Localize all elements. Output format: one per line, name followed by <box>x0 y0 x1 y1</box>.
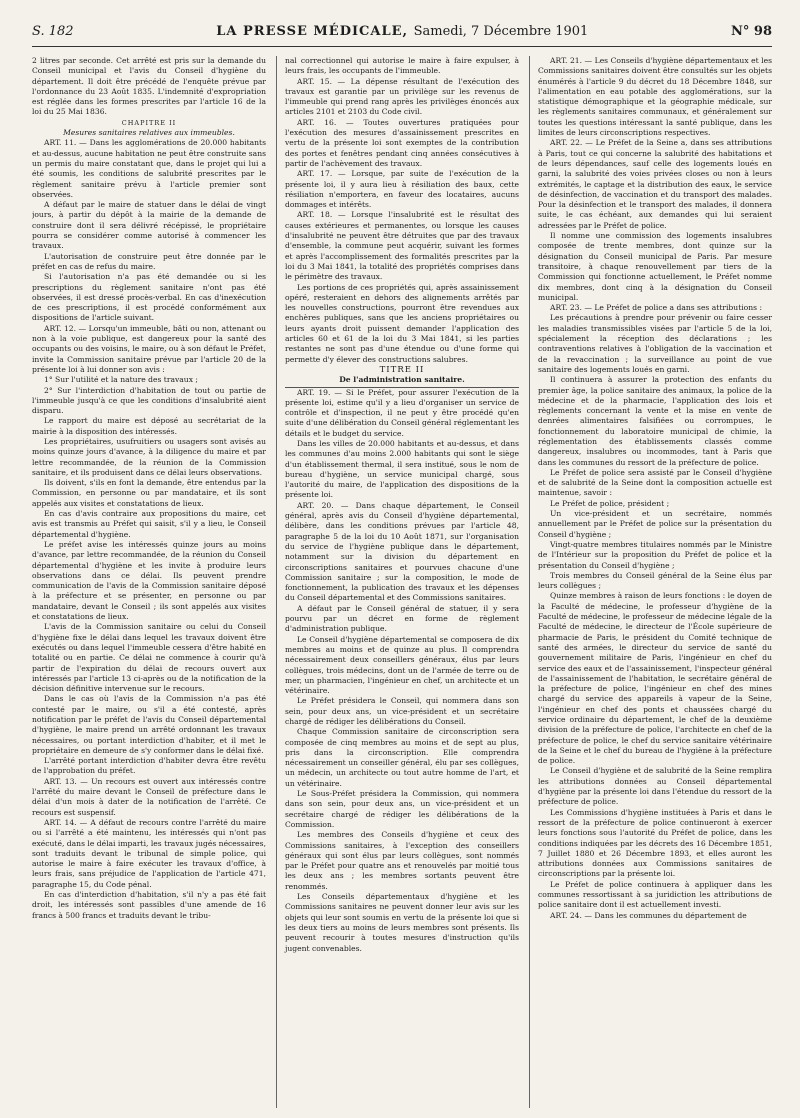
paragraph: ART. 12. — Lorsqu'un immeuble, bâti ou non, attenant ou non à la voie publique, est dangereux pour la santé des occupants ou des voisins, le maire, ou à son défaut le Préfet, invite la Commission sanitaire prévue par l'article 20 de la présente loi à lui donner son avis : <box>32 323 266 374</box>
page-header <box>32 24 772 47</box>
paragraph: Le préfet avise les intéressés quinze jours au moins d'avance, par lettre recommandée, de la réunion du Conseil départemental d'hygiène et les invite à produire leurs observations dans ce délai. Ils peuvent prendre communication de l'avis de la Commission sanitaire déposé à la préfecture et se présenter, en personne ou par mandataire, devant le Conseil ; ils sont appelés aux visites et constatations de lieux. <box>32 539 266 622</box>
title-subheading: De l'administration sanitaire. <box>285 375 519 387</box>
paragraph: Ils doivent, s'ils en font la demande, être entendus par la Commission, en personne ou par mandataire, et ils sont appelés aux visites et constatations de lieux. <box>32 478 266 508</box>
chapter-title: Mesures sanitaires relatives aux immeubles. <box>63 128 235 138</box>
paragraph: Le Conseil d'hygiène départemental se composera de dix membres au moins et de quinze au plus. Il comprendra nécessairement deux conseillers généraux, élus par leurs collègues, trois médecins, dont un de l'armée de terre ou de mer, un pharmacien, l'ingénieur en chef, un architecte et un vétérinaire. <box>285 634 519 696</box>
paragraph: Chaque Commission sanitaire de circonscription sera composée de cinq membres au moins et de sept au plus, pris dans la circonscription. Elle comprendra nécessairement un conseiller général, élu par ses collègues, un médecin, un architecte ou tout autre homme de l'art, et un vétérinaire. <box>285 727 519 788</box>
paragraph: Le Conseil d'hygiène et de salubrité de la Seine remplira les attributions données au Conseil départemental d'hygiène par la présente loi dans l'étendue du ressort de la préfecture de police. <box>538 766 772 807</box>
paragraph: ART. 18. — Lorsque l'insalubrité est le résultat des causes extérieures et permanentes, ou lorsque les causes d'insalubrité ne peuvent être détruites que par des travaux d'ensemble, la commune peut acquérir, suivant les formes et après l'accomplissement des formalités prescrites par la loi du 3 Mai 1841, la totalité des propriétés comprises dans le périmètre des travaux. <box>285 210 519 282</box>
paragraph: Il nomme une commission des logements insalubres composée de trente membres, dont quinze sur la désignation du Conseil municipal de Paris. Par mesure transitoire, à chaque renouvellement par tiers de la Commission qui fonctionne actuellement, le Préfet nomme dix membres, dont cinq à la désignation du Conseil municipal. <box>538 231 772 302</box>
paragraph: Le Préfet de police continuera à appliquer dans les communes ressortissant à sa juridiction les attributions de police sanitaire dont il est actuellement investi. <box>538 879 772 910</box>
paragraph: ART. 21. — Les Conseils d'hygiène départementaux et les Commissions sanitaires doivent être consultés sur les objets énumérés à l'article 9 du décret du 18 Décembre 1848, sur l'alimentation en eau potable des agglomérations, sur la statistique démographique et la géographie médicale, sur les règlements sanitaires communaux, et généralement sur toutes les questions intéressant la santé publique, dans les limites de leurs circonscriptions respectives. <box>538 56 772 138</box>
title-heading: TITRE II <box>379 364 425 375</box>
paragraph: ART. 14. — A défaut de recours contre l'arrêté du maire ou si l'arrêté a été maintenu, les intéressés qui n'ont pas exécuté, dans le délai imparti, les travaux jugés nécessaires, sont traduits devant le tribunal de simple police, qui autorise le maire à faire exécuter les travaux d'office, à leurs frais, sans préjudice de l'application de l'article 471, paragraphe 15, du Code pénal. <box>32 817 266 889</box>
paragraph: L'arrêté portant interdiction d'habiter devra être revêtu de l'approbation du préfet. <box>32 756 266 776</box>
issue-number: N° 98 <box>730 24 772 39</box>
paragraph: L'avis de la Commission sanitaire ou celui du Conseil d'hygiène fixe le délai dans lequel les travaux doivent être exécutés ou dans lequel l'immeuble cessera d'être habité en totalité ou en partie. Ce délai ne commence à courir qu'à partir de l'expiration du délai de recours ouvert aux intéressés par l'article 13 ci-après ou de la notification de la décision définitive intervenue sur le recours. <box>32 622 266 694</box>
chapter-heading: CHAPITRE II <box>121 118 177 127</box>
paragraph: Un vice-président et un secrétaire, nommés annuellement par le Préfet de police sur la présentation du Conseil d'hygiène ; <box>538 509 772 539</box>
issue-date: Samedi, 7 Décembre 1901 <box>413 24 589 39</box>
paragraph: ART. 17. — Lorsque, par suite de l'exécution de la présente loi, il y aura lieu à résiliation des baux, cette résiliation n'emportera, en faveur des locataires, aucuns dommages et intérêts. <box>285 169 519 210</box>
article-columns <box>32 56 772 1108</box>
journal-title-line <box>216 24 588 39</box>
paragraph: ART. 23. — Le Préfet de police a dans ses attributions : <box>550 303 763 313</box>
paragraph: ART. 11. — Dans les agglomérations de 20.000 habitants et au-dessus, aucune habitation ne peut être construite sans un permis du maire constatant que, dans le projet qui lui a été soumis, les conditions de salubrité prescrites par le règlement sanitaire prévu à l'article premier sont observées. <box>32 138 266 199</box>
paragraph: ART. 13. — Un recours est ouvert aux intéressés contre l'arrêté du maire devant le Conseil de préfecture dans le délai d'un mois à dater de la notification de l'arrêté. Ce recours est suspensif. <box>32 776 266 817</box>
paragraph: En cas d'interdiction d'habitation, s'il n'y a pas été fait droit, les intéressés sont passibles d'une amende de 16 francs à 500 francs et traduits devant le tribu- <box>32 890 266 920</box>
paragraph: 2° Sur l'interdiction d'habitation de tout ou partie de l'immeuble jusqu'à ce que les conditions d'insalubrité aient disparu. <box>32 385 266 416</box>
paragraph: Quinze membres à raison de leurs fonctions : le doyen de la Faculté de médecine, le professeur d'hygiène de la Faculté de médecine, le professeur de médecine légale de la Faculté de médecine, le directeur de l'École supérieure de pharmacie de Paris, le président du Comité technique de santé des armées, le directeur du service de santé du gouvernement militaire de Paris, l'ingénieur en chef du service des eaux et de l'assainissement, l'inspecteur général de l'assainissement de l'habitation, le secrétaire général de la préfecture de police, l'ingénieur en chef des mines chargé du service des appareils à vapeur de la Seine, l'ingénieur en chef des ponts et chaussées chargé du service ordinaire du département, le chef de la deuxième division de la préfecture de police, l'architecte en chef de la préfecture de police, le chef du service sanitaire vétérinaire de la Seine et le chef du bureau de l'hygiène à la préfecture de police. <box>538 591 772 766</box>
paragraph: Vingt-quatre membres titulaires nommés par le Ministre de l'Intérieur sur la proposition du Préfet de police et la présentation du Conseil d'hygiène ; <box>538 539 772 570</box>
paragraph: ART. 20. — Dans chaque département, le Conseil général, après avis du Conseil d'hygiène départemental, délibère, dans les conditions prévues par l'article 48, paragraphe 5 de la loi du 10 Août 1871, sur l'organisation du service de l'hygiène publique dans le département, notamment sur la division du département en circonscriptions sanitaires et pourvues chacune d'une Commission sanitaire ; sur la composition, le mode de fonctionnement, la publication des travaux et les dépenses du Conseil départemental et des Commissions sanitaires. <box>285 500 519 603</box>
paragraph: Le Sous-Préfet présidera la Commission, qui nommera dans son sein, pour deux ans, un vice-président et un secrétaire chargé de rédiger les délibérations de la Commission. <box>285 789 519 829</box>
paragraph: Les portions de ces propriétés qui, après assainissement opéré, resteraient en dehors des alignements arrêtés par les nouvelles constructions, pourront être revendues aux enchères publiques, sans que les anciens propriétaires ou leurs ayants droit puissent demander l'application des articles 60 et 61 de la loi du 3 Mai 1841, si les parties restantes ne sont pas d'une étendue ou d'une forme qui permette d'y élever des constructions salubres. <box>285 282 519 364</box>
paragraph: 1° Sur l'utilité et la nature des travaux ; <box>44 375 198 385</box>
paragraph: Les Commissions d'hygiène instituées à Paris et dans le ressort de la préfecture de police continueront à exercer leurs fonctions sous l'autorité du Préfet de police, dans les conditions indiquées par les décrets des 16 Décembre 1851, 7 Juillet 1880 et 26 Décembre 1893, et elles auront les attributions données aux Commissions sanitaires de circonscriptions par la présente loi. <box>538 807 772 879</box>
paragraph: Les précautions à prendre pour prévenir ou faire cesser les maladies transmissibles visées par l'article 5 de la loi, spécialement la réception des déclarations ; les contraventions relatives à l'obligation de la vaccination et de la revaccination ; la surveillance au point de vue sanitaire des logements loués en garni. <box>538 313 772 374</box>
paragraph: En cas d'avis contraire aux propositions du maire, cet avis est transmis au Préfet qui saisit, s'il y a lieu, le Conseil départemental d'hygiène. <box>32 509 266 539</box>
paragraph: 2 litres par seconde. Cet arrêté est pris sur la demande du Conseil municipal et l'avis du Conseil d'hygiène du département. Il doit être précédé de l'enquête prévue par l'ordonnance du 23 Août 1835. L'indemnité d'expropriation est réglée dans les formes prescrites par l'article 16 de la loi du 25 Mai 1836. <box>32 56 266 117</box>
paragraph: Si l'autorisation n'a pas été demandée ou si les prescriptions du règlement sanitaire n'ont pas été observées, il est dressé procès-verbal. En cas d'inexécution de ces prescriptions, il est procédé conformément aux dispositions de l'article suivant. <box>32 272 266 323</box>
paragraph: nal correctionnel qui autorise le maire à faire expulser, à leurs frais, les occupants de l'immeuble. <box>285 56 519 76</box>
paragraph: Trois membres du Conseil général de la Seine élus par leurs collègues ; <box>538 570 772 591</box>
paragraph: ART. 15. — La dépense résultant de l'exécution des travaux est garantie par un privilège sur les revenus de l'immeuble qui prend rang après les privilèges énoncés aux articles 2101 et 2103 du Code civil. <box>285 76 519 117</box>
paragraph: ART. 19. — Si le Préfet, pour assurer l'exécution de la présente loi, estime qu'il y a lieu d'organiser un service de contrôle et d'inspection, il ne peut y être procédé qu'en suite d'une délibération du Conseil général réglementant les détails et le budget du service. <box>285 387 519 438</box>
paragraph: ART. 24. — Dans les communes du département de <box>550 910 747 920</box>
paragraph: Dans le cas où l'avis de la Commission n'a pas été contesté par le maire, ou s'il a été contesté, après notification par le préfet de l'avis du Conseil départemental d'hygiène, le maire prend un arrêté ordonnant les travaux nécessaires, ou portant interdiction d'habiter, et il met le propriétaire en demeure de s'y conformer dans le délai fixé. <box>32 694 266 755</box>
paragraph: Les membres des Conseils d'hygiène et ceux des Commissions sanitaires, à l'exception des conseillers généraux qui sont élus par leurs collègues, sont nommés par le Préfet pour quatre ans et renouvelés par moitié tous les deux ans ; les membres sortants peuvent être renommés. <box>285 830 519 891</box>
paragraph: Les propriétaires, usufruitiers ou usagers sont avisés au moins quinze jours d'avance, à la diligence du maire et par lettre recommandée, de la réunion de la Commission sanitaire, et ils produisent dans ce délai leurs observations. <box>32 436 266 477</box>
column-3 <box>529 56 772 1108</box>
paragraph: Le Préfet de police, président ; <box>550 498 670 508</box>
paragraph: A défaut par le maire de statuer dans le délai de vingt jours, à partir du dépôt à la mairie de la demande de construire dont il sera délivré récépissé, le propriétaire pourra se considérer comme autorisé à commencer les travaux. <box>32 200 266 251</box>
paragraph: Le Préfet de police sera assisté par le Conseil d'hygiène et de salubrité de la Seine dont la composition actuelle est maintenue, savoir : <box>538 467 772 498</box>
paragraph: A défaut par le Conseil général de statuer, il y sera pourvu par un décret en forme de règlement d'administration publique. <box>285 603 519 634</box>
paragraph: Le Préfet présidera le Conseil, qui nommera dans son sein, pour deux ans, un vice-président et un secrétaire chargé de rédiger les délibérations du Conseil. <box>285 696 519 726</box>
paragraph: L'autorisation de construire peut être donnée par le préfet en cas de refus du maire. <box>32 251 266 271</box>
column-2 <box>276 56 519 1108</box>
paragraph: Les Conseils départementaux d'hygiène et les Commissions sanitaires ne peuvent donner leur avis sur les objets qui leur sont soumis en vertu de la présente loi que si les deux tiers au moins de leurs membres sont présents. Ils peuvent recourir à toutes mesures d'instruction qu'ils jugent convenables. <box>285 892 519 953</box>
paragraph: ART. 16. — Toutes ouvertures pratiquées pour l'exécution des mesures d'assainissement prescrites en vertu de la présente loi sont exemptes de la contribution des portes et fenêtres pendant cinq années consécutives à partir de l'achèvement des travaux. <box>285 117 519 168</box>
paragraph: Il continuera à assurer la protection des enfants du premier âge, la police sanitaire des animaux, la police de la médecine et de la pharmacie, l'application des lois et règlements concernant la vente et la mise en vente de denrées alimentaires falsifiées ou corrompues, le fonctionnement du laboratoire municipal de chimie, la réglementation des établissements classés comme dangereux, insalubres ou incommodes, tant à Paris que dans les communes du ressort de la préfecture de police. <box>538 375 772 467</box>
paragraph: Le rapport du maire est déposé au secrétariat de la mairie à la disposition des intéressés. <box>32 416 266 436</box>
paragraph: ART. 22. — Le Préfet de la Seine a, dans ses attributions à Paris, tout ce qui concerne la salubrité des habitations et de leurs dépendances, sauf celle des logements loués en garni, la salubrité des voies privées closes ou non à leurs extrémités, le captage et la distribution des eaux, le service de désinfection, de vaccination et du transport des malades. Pour la désinfection et le transport des malades, il donnera suite, le cas échéant, aux demandes qui lui seraient adressées par le Préfet de police. <box>538 138 772 230</box>
column-1 <box>32 56 266 1108</box>
journal-title: LA PRESSE MÉDICALE, <box>216 24 409 39</box>
paragraph: Dans les villes de 20.000 habitants et au-dessus, et dans les communes d'au moins 2.000 habitants qui sont le siège d'un établissement thermal, il sera institué, sous le nom de bureau d'hygiène, un service municipal chargé, sous l'autorité du maire, de l'application des dispositions de la présente loi. <box>285 438 519 500</box>
page-number: S. 182 <box>32 24 74 39</box>
